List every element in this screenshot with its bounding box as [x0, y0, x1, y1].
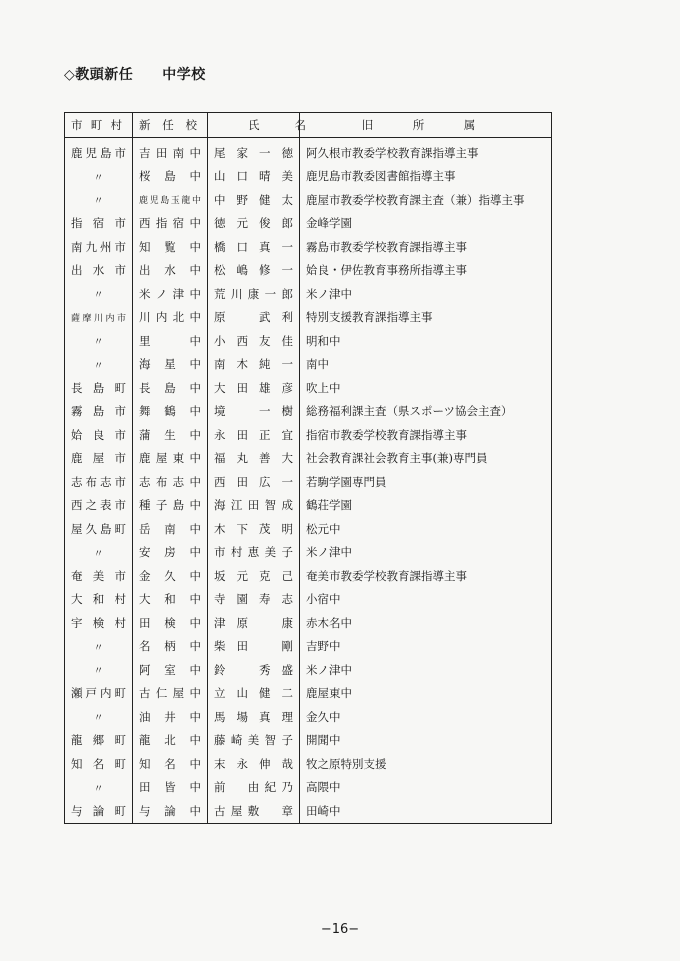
- former-post-cell: 特別支援教育課指導主事: [306, 310, 433, 325]
- new-school-cell: 出水中: [133, 259, 208, 283]
- name-cell: 山口晴美: [208, 165, 300, 189]
- table-row: [65, 306, 552, 330]
- name-cell: 前 由紀乃: [208, 776, 300, 800]
- new-school-cell: 種子島中: [133, 494, 208, 518]
- city-cell: 長島町: [65, 376, 133, 400]
- section-heading: ◇教頭新任 中学校: [64, 67, 206, 83]
- table-row: [65, 494, 552, 518]
- new-school-cell: 吉田南中: [133, 138, 208, 165]
- table-row: [65, 588, 552, 612]
- new-school-cell: 知覧中: [133, 235, 208, 259]
- table-row: [65, 282, 552, 306]
- name-cell: 立山健二: [208, 682, 300, 706]
- name-cell: 末永伸哉: [208, 752, 300, 776]
- city-cell: 大和村: [65, 588, 133, 612]
- new-school-cell: 阿室中: [133, 658, 208, 682]
- former-post-cell: 吉野中: [306, 639, 341, 654]
- city-cell: 〃: [65, 541, 133, 565]
- table-row: [65, 165, 552, 189]
- city-cell: 〃: [65, 658, 133, 682]
- former-post-cell: 米ノ津中: [306, 662, 352, 677]
- table-body: [65, 138, 552, 824]
- city-cell: 〃: [65, 282, 133, 306]
- name-cell: 福丸善大: [208, 447, 300, 471]
- table-row: [65, 729, 552, 753]
- city-cell: 西之表市: [65, 494, 133, 518]
- former-post-cell: 鹿屋東中: [306, 686, 352, 701]
- former-post-cell: 米ノ津中: [306, 545, 352, 560]
- name-cell: 境 一樹: [208, 400, 300, 424]
- former-post-cell: 社会教育課社会教育主事(兼)専門員: [306, 451, 488, 466]
- name-cell: 海江田智成: [208, 494, 300, 518]
- name-cell: 南木純一: [208, 353, 300, 377]
- city-cell: 瀬戸内町: [65, 682, 133, 706]
- former-post-cell: 鹿児島市教委図書館指導主事: [306, 169, 456, 184]
- table-row: [65, 752, 552, 776]
- new-school-cell: 里中: [133, 329, 208, 353]
- name-cell: 中野健太: [208, 188, 300, 212]
- city-cell: 出水市: [65, 259, 133, 283]
- name-cell: 松嶋修一: [208, 259, 300, 283]
- table-row: [65, 611, 552, 635]
- former-post-cell: 鶴荘学園: [306, 498, 352, 513]
- name-cell: 尾家一徳: [208, 138, 300, 165]
- former-post-cell: 小宿中: [306, 592, 341, 607]
- city-cell: 龍郷町: [65, 729, 133, 753]
- new-school-cell: 鹿屋東中: [133, 447, 208, 471]
- name-cell: 坂元克己: [208, 564, 300, 588]
- table-row: [65, 776, 552, 800]
- city-cell: 鹿児島市: [65, 138, 133, 165]
- former-post-cell: 金久中: [306, 709, 341, 724]
- former-post-cell: 赤木名中: [306, 615, 352, 630]
- city-cell: 〃: [65, 188, 133, 212]
- city-cell: 〃: [65, 776, 133, 800]
- new-school-cell: 志布志中: [133, 470, 208, 494]
- table-row: [65, 564, 552, 588]
- former-post-cell: 鹿屋市教委学校教育課主査（兼）指導主事: [306, 192, 525, 207]
- former-post-cell: 霧島市教委学校教育課指導主事: [306, 239, 467, 254]
- new-school-cell: 名柄中: [133, 635, 208, 659]
- table-row: [65, 400, 552, 424]
- table-row: [65, 682, 552, 706]
- new-school-cell: 田皆中: [133, 776, 208, 800]
- name-cell: 馬場真理: [208, 705, 300, 729]
- new-school-cell: 田検中: [133, 611, 208, 635]
- new-school-cell: 金久中: [133, 564, 208, 588]
- name-cell: 徳元俊郎: [208, 212, 300, 236]
- header-new-school: 新任校: [133, 113, 208, 138]
- city-cell: 〃: [65, 705, 133, 729]
- city-cell: 〃: [65, 165, 133, 189]
- former-post-cell: 松元中: [306, 521, 341, 536]
- city-cell: 〃: [65, 353, 133, 377]
- table-row: [65, 235, 552, 259]
- new-school-cell: 川内北中: [133, 306, 208, 330]
- name-cell: 藤崎美智子: [208, 729, 300, 753]
- table-row: [65, 188, 552, 212]
- city-cell: 〃: [65, 635, 133, 659]
- new-school-cell: 桜島中: [133, 165, 208, 189]
- table-row: [65, 329, 552, 353]
- city-cell: 薩摩川内市: [65, 306, 133, 330]
- new-school-cell: 油井中: [133, 705, 208, 729]
- name-cell: 永田正宜: [208, 423, 300, 447]
- city-cell: 霧島市: [65, 400, 133, 424]
- name-cell: 古屋敷 章: [208, 799, 300, 823]
- city-cell: 奄美市: [65, 564, 133, 588]
- former-post-cell: 米ノ津中: [306, 286, 352, 301]
- former-post-cell: 指宿市教委学校教育課指導主事: [306, 427, 467, 442]
- name-cell: 小西友佳: [208, 329, 300, 353]
- city-cell: 与論町: [65, 799, 133, 823]
- city-cell: 南九州市: [65, 235, 133, 259]
- new-school-cell: 米ノ津中: [133, 282, 208, 306]
- table-row: [65, 423, 552, 447]
- city-cell: 鹿屋市: [65, 447, 133, 471]
- former-post-cell: 若駒学園専門員: [306, 474, 387, 489]
- name-cell: 西田広一: [208, 470, 300, 494]
- table-row: [65, 658, 552, 682]
- new-school-cell: 与論中: [133, 799, 208, 823]
- table-row: [65, 705, 552, 729]
- city-cell: 宇検村: [65, 611, 133, 635]
- table-row: [65, 212, 552, 236]
- city-cell: 〃: [65, 329, 133, 353]
- header-former-post: 旧 所 属: [300, 113, 552, 138]
- new-school-cell: 安房中: [133, 541, 208, 565]
- table-row: [65, 635, 552, 659]
- former-post-cell: 総務福利課主査（県スポーツ協会主査）: [306, 404, 513, 419]
- new-school-cell: 蒲生中: [133, 423, 208, 447]
- table-header: [65, 113, 552, 138]
- new-school-cell: 舞鶴中: [133, 400, 208, 424]
- table-row: [65, 376, 552, 400]
- new-school-cell: 海星中: [133, 353, 208, 377]
- new-school-cell: 龍北中: [133, 729, 208, 753]
- former-post-cell: 阿久根市教委学校教育課指導主事: [306, 145, 479, 160]
- former-post-cell: 吹上中: [306, 380, 341, 395]
- page-number: −16−: [320, 922, 360, 937]
- table-row: [65, 353, 552, 377]
- name-cell: 原 武利: [208, 306, 300, 330]
- new-school-cell: 古仁屋中: [133, 682, 208, 706]
- header-city: 市町村: [65, 113, 133, 138]
- former-post-cell: 田崎中: [306, 803, 341, 818]
- former-post-cell: 高隈中: [306, 780, 341, 795]
- name-cell: 木下茂明: [208, 517, 300, 541]
- name-cell: 鈴 秀盛: [208, 658, 300, 682]
- former-post-cell: 開聞中: [306, 733, 341, 748]
- city-cell: 指宿市: [65, 212, 133, 236]
- new-school-cell: 鹿児島玉龍中: [133, 188, 208, 212]
- name-cell: 寺園寿志: [208, 588, 300, 612]
- table-row: [65, 447, 552, 471]
- former-post-cell: 牧之原特別支援: [306, 756, 387, 771]
- table-row: [65, 259, 552, 283]
- name-cell: 荒川康一郎: [208, 282, 300, 306]
- new-school-cell: 大和中: [133, 588, 208, 612]
- table-row: [65, 517, 552, 541]
- header-name: 氏 名: [208, 113, 300, 138]
- table-row: [65, 541, 552, 565]
- new-school-cell: 岳南中: [133, 517, 208, 541]
- new-school-cell: 長島中: [133, 376, 208, 400]
- new-school-cell: 西指宿中: [133, 212, 208, 236]
- city-cell: 屋久島町: [65, 517, 133, 541]
- name-cell: 大田雄彦: [208, 376, 300, 400]
- name-cell: 橋口真一: [208, 235, 300, 259]
- former-post-cell: 明和中: [306, 333, 341, 348]
- name-cell: 柴田 剛: [208, 635, 300, 659]
- former-post-cell: 奄美市教委学校教育課指導主事: [306, 568, 467, 583]
- name-cell: 津原 康: [208, 611, 300, 635]
- former-post-cell: 金峰学園: [306, 216, 352, 231]
- former-post-cell: 南中: [306, 357, 329, 372]
- city-cell: 知名町: [65, 752, 133, 776]
- table-row: [65, 470, 552, 494]
- city-cell: 姶良市: [65, 423, 133, 447]
- new-school-cell: 知名中: [133, 752, 208, 776]
- table-row: [65, 799, 552, 823]
- name-cell: 市村恵美子: [208, 541, 300, 565]
- city-cell: 志布志市: [65, 470, 133, 494]
- former-post-cell: 姶良・伊佐教育事務所指導主事: [306, 263, 467, 278]
- appointment-table: [64, 112, 552, 824]
- table-row: [65, 138, 552, 165]
